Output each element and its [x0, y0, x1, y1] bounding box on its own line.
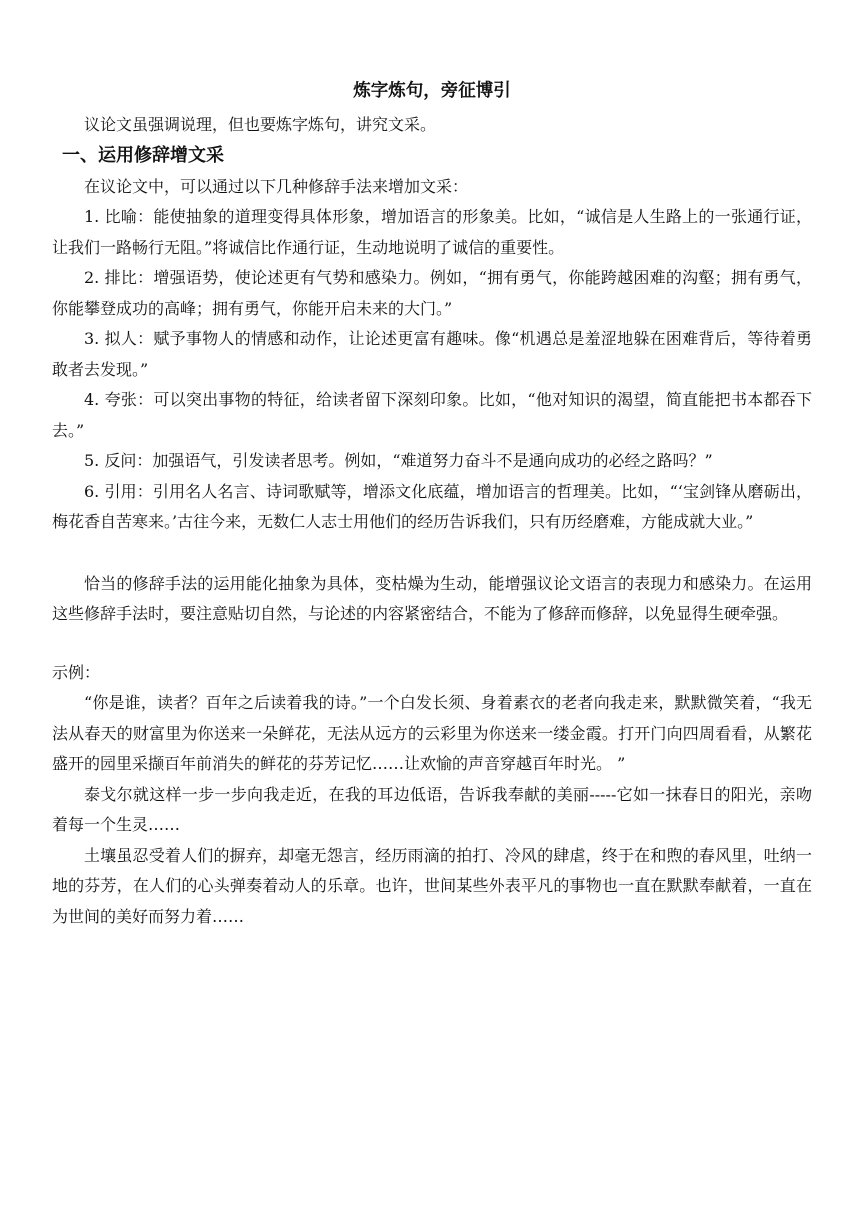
example-paragraph: 泰戈尔就这样一步一步向我走近，在我的耳边低语，告诉我奉献的美丽-----它如一抹春日的阳光，亲吻着每一个生灵…… — [52, 784, 812, 834]
example-label: 示例： — [52, 662, 101, 682]
section-lead: 在议论文中，可以通过以下几种修辞手法来增加文采： — [84, 176, 469, 196]
list-item-quotation: 6. 引用：引用名人名言、诗词歌赋等，增添文化底蕴，增加语言的哲理美。比如，“‘宝剑锋从磨砺出，梅花香自苦寒来。’古往今来，无数仁人志士用他们的经历告诉我们，只有历经磨难，方能成就大业。” — [52, 481, 812, 531]
section-heading: 一、运用修辞增文采 — [62, 144, 224, 166]
document-title: 炼字炼句，旁征博引 — [353, 81, 511, 101]
list-item-simile: 1. 比喻：能使抽象的道理变得具体形象，增加语言的形象美。比如，“诚信是人生路上的一张通行证，让我们一路畅行无阻。”将诚信比作通行证，生动地说明了诚信的重要性。 — [52, 207, 812, 257]
document-page — [52, 80, 812, 932]
blank-line — [52, 538, 812, 569]
example-paragraph: “你是谁，读者？百年之后读着我的诗。”一个白发长须、身着素衣的老者向我走来，默默微笑着，“我无法从春天的财富里为你送来一朵鲜花，无法从远方的云彩里为你送来一缕金霞。打开门向四周看看，从繁花盛开的园里采撷百年前消失的鲜花的芬芳记忆……让欢愉的声音穿越百年时光。 ” — [52, 693, 812, 773]
list-item-personification: 3. 拟人：赋予事物人的情感和动作，让论述更富有趣味。像“机遇总是羞涩地躲在困难背后，等待着勇敢者去发现。” — [52, 329, 812, 379]
intro-paragraph: 议论文虽强调说理，但也要炼字炼句，讲究文采。 — [84, 115, 437, 134]
list-item-hyperbole: 4. 夸张：可以突出事物的特征，给读者留下深刻印象。比如，“他对知识的渴望，简直能把书本都吞下去。” — [52, 390, 812, 440]
list-item-parallelism: 2. 排比：增强语势，使论述更有气势和感染力。例如，“拥有勇气，你能跨越困难的沟壑；拥有勇气，你能攀登成功的高峰；拥有勇气，你能开启未来的大门。” — [52, 268, 812, 318]
blank-line — [52, 630, 812, 658]
example-paragraph: 土壤虽忍受着人们的摒弃，却毫无怨言，经历雨滴的拍打、冷风的肆虐，终于在和煦的春风里，吐纳一地的芬芳，在人们的心头弹奏着动人的乐章。也许，世间某些外表平凡的事物也一直在默默奉献着，一直在为世间的美好而努力着…… — [52, 845, 812, 926]
summary-paragraph: 恰当的修辞手法的运用能化抽象为具体，变枯燥为生动，能增强议论文语言的表现力和感染力。在运用这些修辞手法时，要注意贴切自然，与论述的内容紧密结合，不能为了修辞而修辞，以免显得生硬牵强。 — [52, 573, 812, 623]
list-item-rhetorical-question: 5. 反问：加强语气，引发读者思考。例如，“难道努力奋斗不是通向成功的必经之路吗？” — [84, 451, 713, 470]
